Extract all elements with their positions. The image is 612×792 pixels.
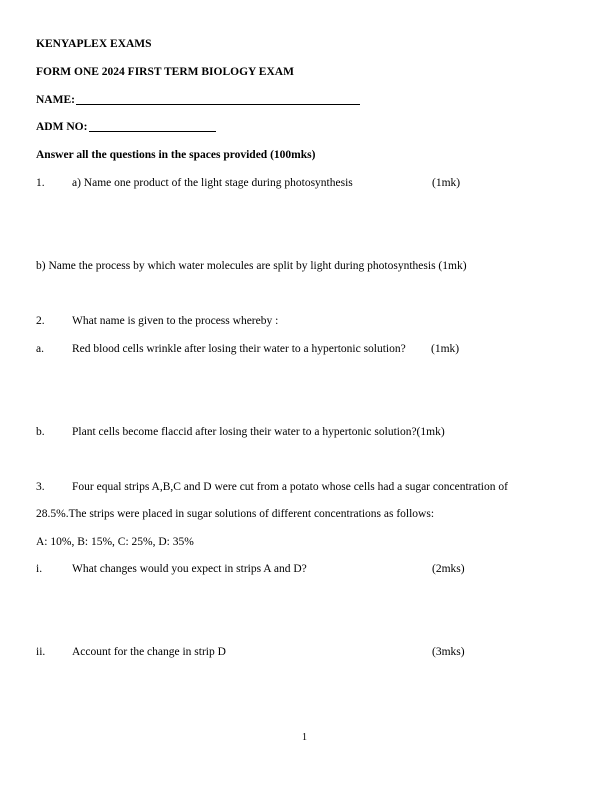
q3-stem-line2: 28.5%.The strips were placed in sugar solutions of different concentrations as follows: <box>36 508 435 520</box>
school-name: KENYAPLEX EXAMS <box>36 38 152 50</box>
q2-number: 2. <box>36 315 45 327</box>
q1a-marks: (1mk) <box>432 177 461 189</box>
page-number: 1 <box>302 732 307 743</box>
q3-number: 3. <box>36 481 45 493</box>
q3i-text: What changes would you expect in strips A and D? <box>72 563 307 575</box>
adm-label: ADM NO: <box>36 121 88 133</box>
q3i-marks: (2mks) <box>432 563 465 575</box>
q2a-label: a. <box>36 343 44 355</box>
adm-field-line[interactable] <box>89 131 216 132</box>
name-label: NAME: <box>36 94 75 106</box>
q1a-text: a) Name one product of the light stage during photosynthesis <box>72 177 353 189</box>
q2a-marks: (1mk) <box>431 343 460 355</box>
q2b-text: Plant cells become flaccid after losing their water to a hypertonic solution?(1mk) <box>72 426 445 438</box>
q1b-text: b) Name the process by which water molecules are split by light during photosynthesis (1mk) <box>36 260 467 272</box>
q2a-text: Red blood cells wrinkle after losing their water to a hypertonic solution? <box>72 343 406 355</box>
q3ii-marks: (3mks) <box>432 646 465 658</box>
q3-concentrations: A: 10%, B: 15%, C: 25%, D: 35% <box>36 536 194 548</box>
instructions: Answer all the questions in the spaces provided (100mks) <box>36 149 316 161</box>
q3ii-text: Account for the change in strip D <box>72 646 226 658</box>
q3-stem-line1: Four equal strips A,B,C and D were cut from a potato whose cells had a sugar concentration of <box>72 481 508 493</box>
q3ii-label: ii. <box>36 646 46 658</box>
q2-stem: What name is given to the process whereby : <box>72 315 279 327</box>
name-field-line[interactable] <box>76 104 360 105</box>
q2b-label: b. <box>36 426 45 438</box>
exam-title: FORM ONE 2024 FIRST TERM BIOLOGY EXAM <box>36 66 294 78</box>
q3i-label: i. <box>36 563 43 575</box>
q1-number: 1. <box>36 177 45 189</box>
